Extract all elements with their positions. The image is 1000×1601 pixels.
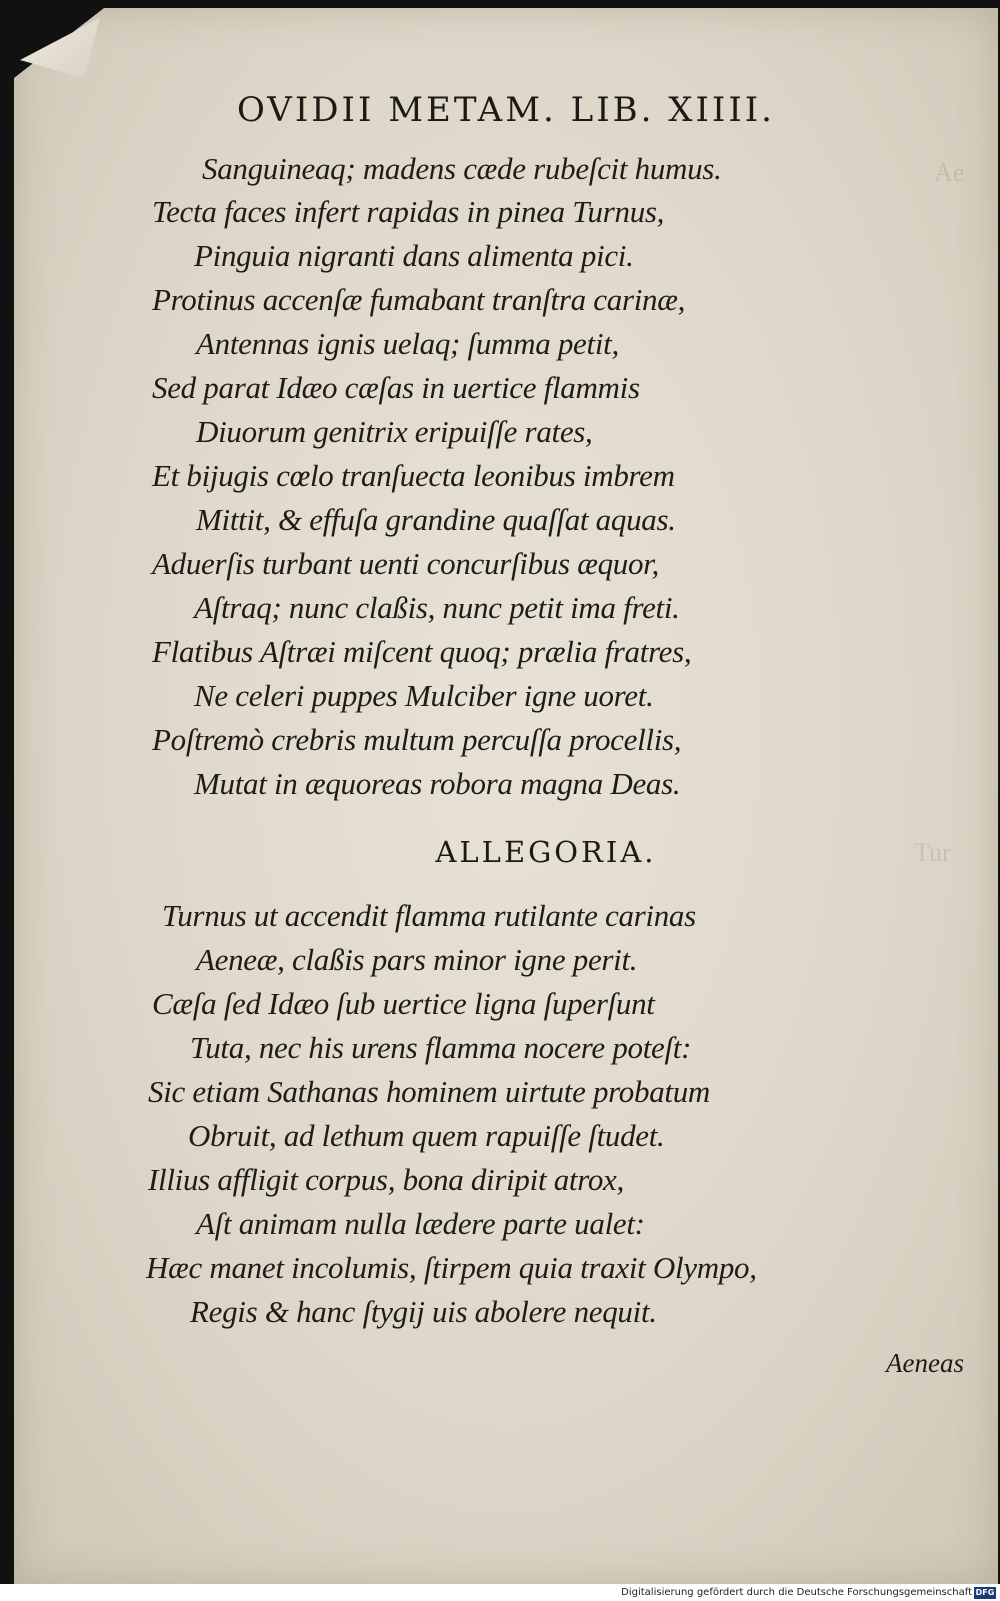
verse-line: Mittit, & effuſa grandine quaſſat aquas. (196, 502, 676, 537)
verse-line: Et bijugis cœlo tranſuecta leonibus imbrem (152, 458, 675, 493)
verse-line: Pinguia nigranti dans alimenta pici. (194, 238, 634, 273)
verse-line: Sanguineaq; madens cæde rubeſcit humus. (202, 151, 722, 186)
allegoria-line: Cæſa ſed Idæo ſub uertice ligna ſuperſunt (152, 986, 655, 1021)
book-page (14, 8, 998, 1584)
bleed-through: Tur (914, 838, 951, 867)
footer-credit: Digitalisierung gefördert durch die Deutsche Forschungsgemeinschaft (621, 1587, 972, 1598)
dfg-logo-icon: DFG (975, 1588, 995, 1597)
verse-line: Flatibus Aſtræi miſcent quoq; prælia fratres, (152, 634, 692, 669)
verse-line: Mutat in æquoreas robora magna Deas. (194, 766, 681, 801)
verse-line: Antennas ignis uelaq; ſumma petit, (196, 326, 619, 361)
verse-line: Poſtremò crebris multum percuſſa procellis, (152, 722, 682, 757)
bleed-through: Ae (934, 158, 965, 187)
allegoria-line: Sic etiam Sathanas hominem uirtute probatum (148, 1074, 710, 1109)
allegoria-line: Aſt animam nulla lædere parte ualet: (196, 1206, 645, 1241)
verse-line: Tecta faces infert rapidas in pinea Turnus, (152, 194, 665, 229)
allegoria-line: Regis & hanc ſtygij uis abolere nequit. (190, 1294, 657, 1329)
allegoria-line: Tuta, nec his urens flamma nocere poteſt: (190, 1030, 692, 1065)
allegoria-line: Turnus ut accendit flamma rutilante carinas (162, 898, 696, 933)
verse-line: Protinus accenſæ fumabant tranſtra carinæ, (152, 282, 686, 317)
verse-line: Sed parat Idæo cæſas in uertice flammis (152, 370, 640, 405)
allegoria-line: Aeneæ, claßis pars minor igne perit. (196, 942, 638, 977)
verse-line: Ne celeri puppes Mulciber igne uoret. (194, 678, 654, 713)
allegoria-line: Hæc manet incolumis, ſtirpem quia traxit Olympo, (146, 1250, 757, 1285)
allegoria-line: Obruit, ad lethum quem rapuiſſe ſtudet. (188, 1118, 665, 1153)
digitization-footer (0, 1584, 1000, 1601)
catchword: Aeneas (886, 1348, 964, 1378)
verse-line: Diuorum genitrix eripuiſſe rates, (196, 414, 593, 449)
running-head: OVIDII METAM. LIB. XIIII. (237, 90, 775, 130)
allegoria-heading: ALLEGORIA. (435, 835, 657, 869)
allegoria-line: Illius affligit corpus, bona diripit atrox, (148, 1162, 624, 1197)
verse-line: Aduerſis turbant uenti concurſibus æquor, (152, 546, 659, 581)
verse-line: Aſtraq; nunc claßis, nunc petit ima freti. (194, 590, 680, 625)
